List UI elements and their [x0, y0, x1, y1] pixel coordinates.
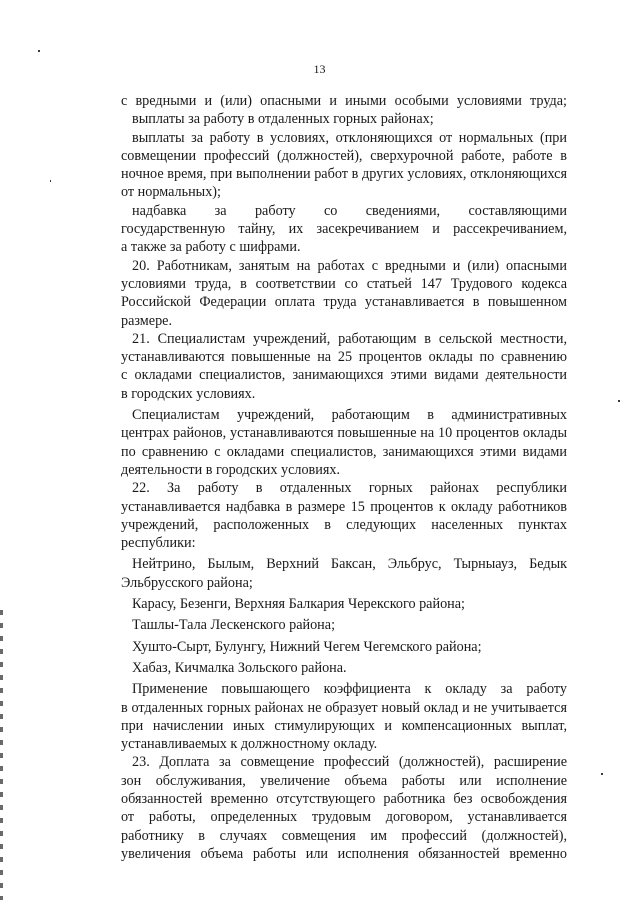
text-line: учреждений, расположенных в следующих населенных пунктах [121, 516, 567, 533]
text-line: Хабаз, Кичмалка Зольского района. [132, 659, 347, 676]
scan-speck [50, 180, 51, 182]
page-number: 13 [313, 62, 326, 76]
text-line: 21. Специалистам учреждений, работающим в сельской местности, [132, 330, 567, 347]
text-line: выплаты за работу в условиях, отклоняющихся от нормальных (при [132, 129, 567, 146]
text-line: зон обслуживания, увеличение объема работы или исполнение [121, 772, 567, 789]
text-line: выплаты за работу в отдаленных горных районах; [132, 111, 434, 128]
text-line: 22. За работу в отдаленных горных районах республики [132, 480, 567, 497]
text-line: ночное время, при выполнении работ в других условиях, отклоняющихся [121, 166, 567, 183]
text-line: а также за работу с шифрами. [121, 239, 301, 256]
text-line: Применение повышающего коэффициента к окладу за работу [132, 681, 567, 698]
text-line: Эльбрусского района; [121, 574, 253, 591]
text-line: работнику в случаях совмещения им профессий (должностей), [121, 827, 567, 844]
text-line: Нейтрино, Былым, Верхний Баксан, Эльбрус, Тырныауз, Бедык [132, 556, 567, 573]
text-line: в отдаленных горных районах не образует новый оклад и не учитывается [121, 699, 567, 716]
scan-speck [601, 773, 603, 775]
text-line: по сравнению с окладами специалистов, занимающихся этими видами [121, 443, 567, 460]
text-line: центрах районов, устанавливаются повышенные на 10 процентов оклады [121, 425, 567, 442]
text-line: от работы, определенных трудовым договором, устанавливается [121, 809, 567, 826]
text-line: Карасу, Безенги, Верхняя Балкария Черекского района; [132, 596, 466, 613]
text-line: с окладами специалистов, занимающихся этими видами деятельности [121, 367, 567, 384]
text-line: в городских условиях. [121, 385, 256, 402]
text-line: Ташлы-Тала Лескенского района; [132, 617, 336, 634]
scan-speck [38, 50, 40, 52]
document-body [121, 92, 567, 863]
text-line: государственную тайну, их засекречиванием и рассекречиванием, [121, 221, 567, 238]
text-line: условиями труда, в соответствии со статьей 147 Трудового кодекса [121, 275, 567, 292]
text-line: Российской Федерации оплата труда устанавливается в повышенном [121, 294, 567, 311]
scan-binding-marks [0, 610, 3, 900]
text-line: устанавливается надбавка в размере 15 процентов к окладу работников [121, 498, 567, 515]
text-line: с вредными и (или) опасными и иными особыми условиями труда; [121, 93, 567, 109]
text-line: от нормальных); [121, 184, 221, 201]
text-line: обязанностей временно отсутствующего работника без освобождения [121, 790, 567, 807]
text-line: надбавка за работу со сведениями, составляющими [132, 202, 567, 219]
text-line: при начислении иных стимулирующих и компенсационных выплат, [121, 717, 567, 734]
text-line: размере. [121, 312, 173, 329]
scan-speck [618, 400, 620, 402]
text-line: Хушто-Сырт, Булунгу, Нижний Чегем Чегемского района; [132, 638, 482, 655]
text-line: 20. Работникам, занятым на работах с вредными и (или) опасными [132, 257, 567, 274]
text-line: республики: [121, 535, 196, 552]
text-line: деятельности в городских условиях. [121, 461, 341, 478]
text-line: устанавливаются повышенные на 25 процентов оклады по сравнению [121, 349, 567, 366]
text-line: Специалистам учреждений, работающим в административных [132, 407, 567, 424]
text-line: устанавливаемых к должностному окладу. [121, 736, 378, 753]
text-line: увеличения объема работы или исполнения обязанностей временно [121, 845, 567, 862]
text-line: совмещении профессий (должностей), сверхурочной работе, работе в [121, 147, 567, 164]
text-line: 23. Доплата за совмещение профессий (должностей), расширение [132, 754, 567, 771]
